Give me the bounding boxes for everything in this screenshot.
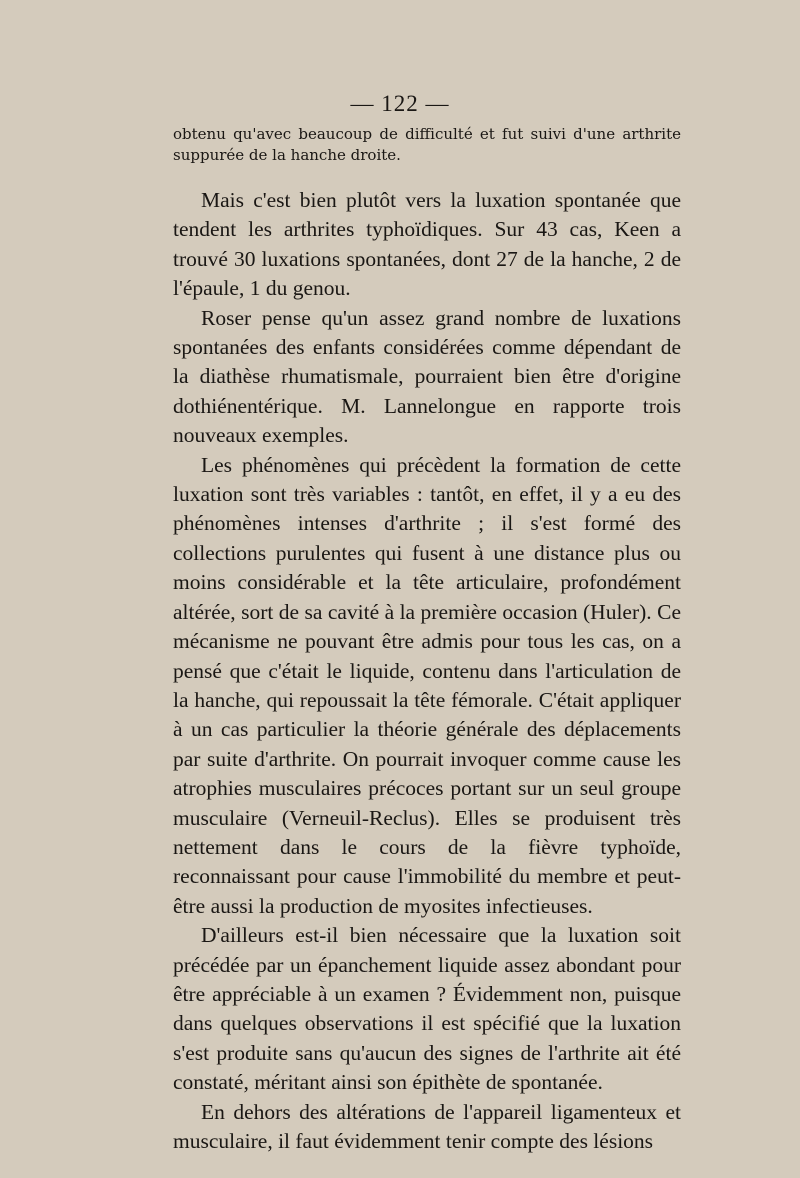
paragraph-4: D'ailleurs est-il bien nécessaire que la luxation soit précédée par un épanchement liquide assez abondant pour être appréciable à un examen ? Évidemment non, puisque dans quelques observations il est spécifié que la luxation s'est produite sans qu'aucun des signes de l'arthrite ait été constaté, méritant ainsi son épithète de spontanée. bbox=[173, 923, 681, 1095]
continued-text bbox=[173, 124, 681, 166]
main-text bbox=[173, 186, 681, 1156]
continued-paragraph: obtenu qu'avec beaucoup de difficulté et fut suivi d'une arthrite suppurée de la hanche droite. bbox=[173, 125, 681, 164]
paragraph-3: Les phénomènes qui précèdent la formation de cette luxation sont très variables : tantôt, en effet, il y a eu des phénomènes intenses d'arthrite ; il s'est formé des collections purulentes qui fusent à une distance plus ou moins considérable et la tête articulaire, profondément altérée, sort de sa cavité à la première occasion (Huler). Ce mécanisme ne pouvant être admis pour tous les cas, on a pensé que c'était le liquide, contenu dans l'articulation de la hanche, qui repoussait la tête fémorale. C'était appliquer à un cas particulier la théorie générale des déplacements par suite d'arthrite. On pourrait invoquer comme cause les atrophies musculaires précoces portant sur un seul groupe musculaire (Verneuil-Reclus). Elles se produisent très nettement dans le cours de la fièvre typhoïde, reconnaissant pour cause l'immobilité du membre et peut-être aussi la production de myosites infectieuses. bbox=[173, 452, 681, 918]
paragraph-2: Roser pense qu'un assez grand nombre de luxations spontanées des enfants considérées comme dépendant de la diathèse rhumatismale, pourraient bien être d'origine dothiénentérique. M. Lannelongue en rapporte trois nouveaux exemples. bbox=[173, 305, 681, 448]
paragraph-1: Mais c'est bien plutôt vers la luxation spontanée que tendent les arthrites typhoïdiques. Sur 43 cas, Keen a trouvé 30 luxations spontanées, dont 27 de la hanche, 2 de l'épaule, 1 du genou. bbox=[173, 188, 681, 301]
paragraph-5: En dehors des altérations de l'appareil ligamenteux et musculaire, il faut évidemment tenir compte des lésions bbox=[173, 1099, 681, 1153]
page-number: — 122 — bbox=[350, 91, 450, 116]
